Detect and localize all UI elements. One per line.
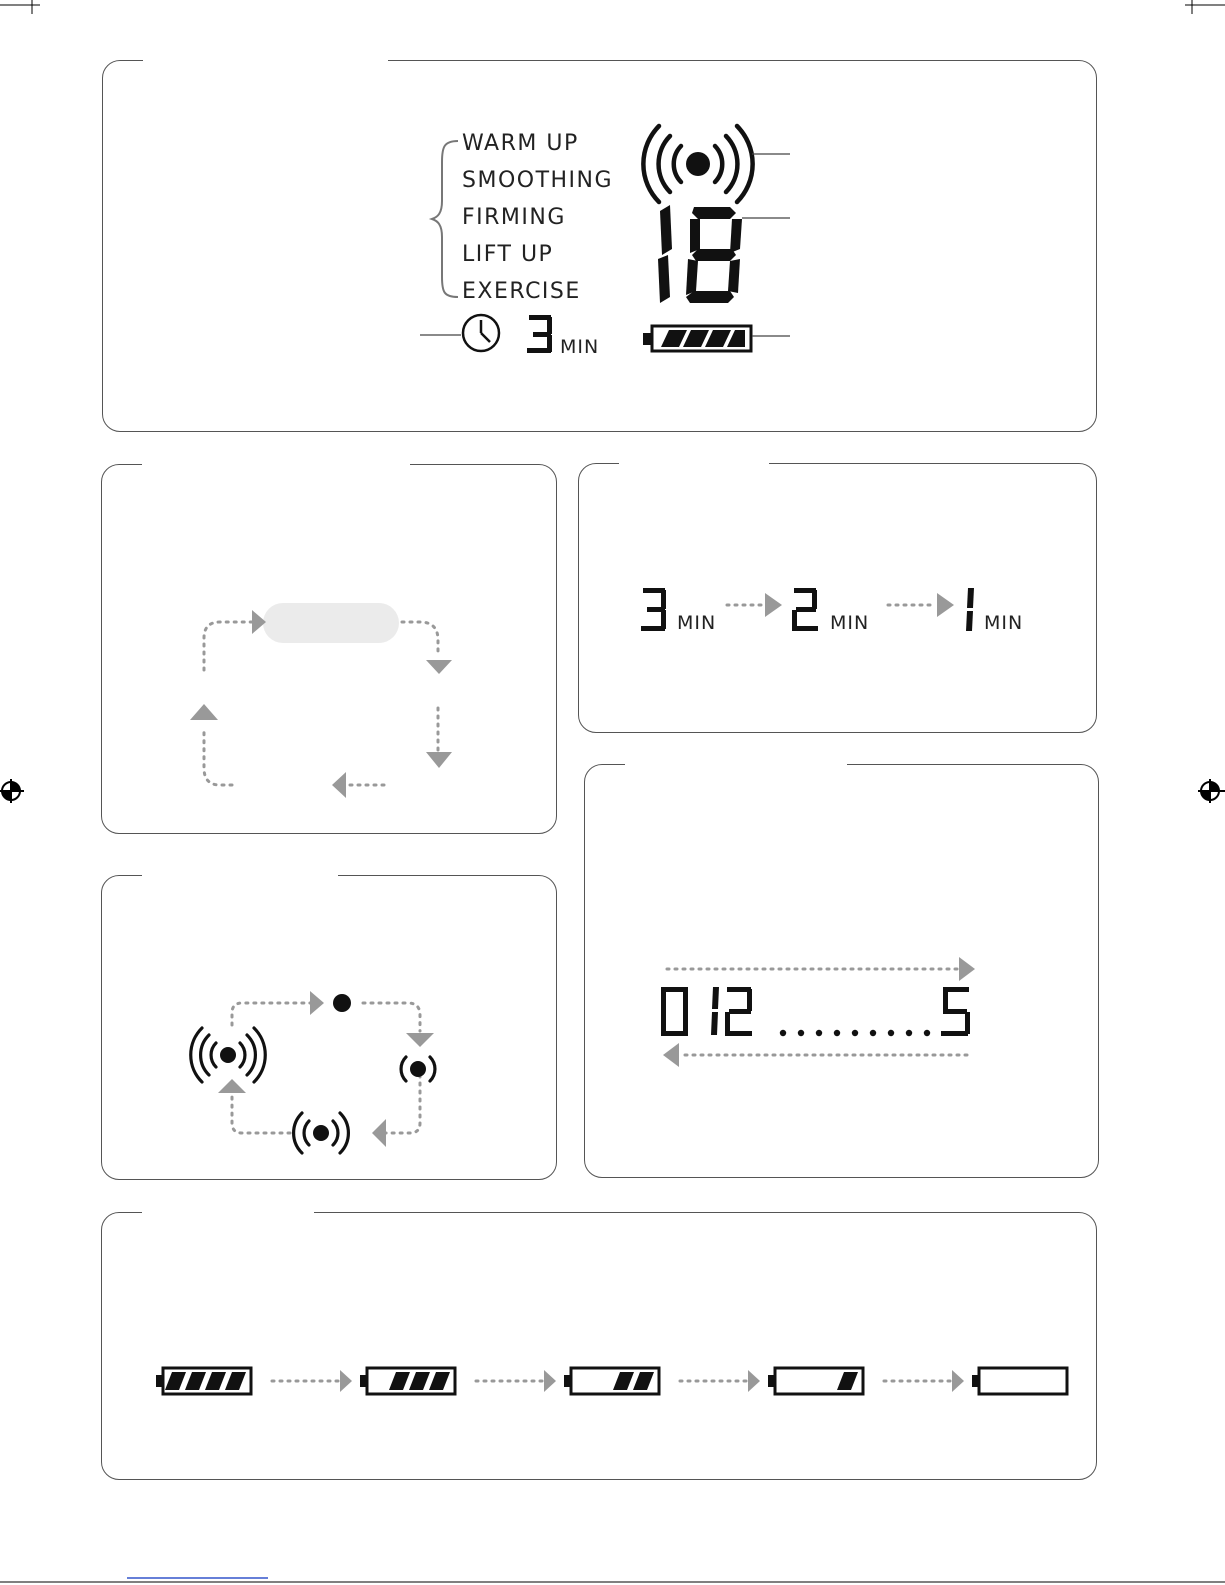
mode-smoothing: SMOOTHING [462,168,614,193]
mode-lift-up: LIFT UP [462,242,554,267]
registration-mark-right [1198,779,1225,803]
mode-exercise: EXERCISE [462,279,581,304]
timer-step-1-unit: MIN [984,612,1024,634]
battery-level-3-icon [360,1368,455,1394]
mode-firming: FIRMING [462,205,566,230]
intensity-cycle-diagram [180,985,480,1165]
battery-level-2-icon [564,1368,659,1394]
registration-mark-left [0,779,24,803]
timer-sequence-arrows [0,590,1225,630]
battery-step-arrow [884,1370,964,1392]
battery-step-arrow [272,1370,352,1392]
battery-sequence-diagram [0,1362,1225,1402]
battery-level-1-icon [768,1368,863,1394]
timer-unit: MIN [560,336,600,358]
battery-level-4-icon [156,1368,251,1394]
level-range-dots [780,1030,930,1036]
timer-step-3-unit: MIN [677,612,717,634]
battery-sequence-panel [101,1212,1097,1480]
callout-lines [0,0,1225,400]
battery-step-arrow [476,1370,556,1392]
level-range-diagram [655,955,985,1075]
signal-one-ring-icon [401,1057,435,1081]
level-range-digits [661,987,970,1036]
timer-step-2-unit: MIN [830,612,870,634]
mode-warm-up: WARM UP [462,131,579,156]
signal-two-ring-icon [294,1113,349,1153]
dot-icon [333,994,351,1012]
signal-three-ring-icon [191,1028,266,1082]
battery-step-arrow [680,1370,760,1392]
battery-level-0-icon [972,1368,1067,1394]
